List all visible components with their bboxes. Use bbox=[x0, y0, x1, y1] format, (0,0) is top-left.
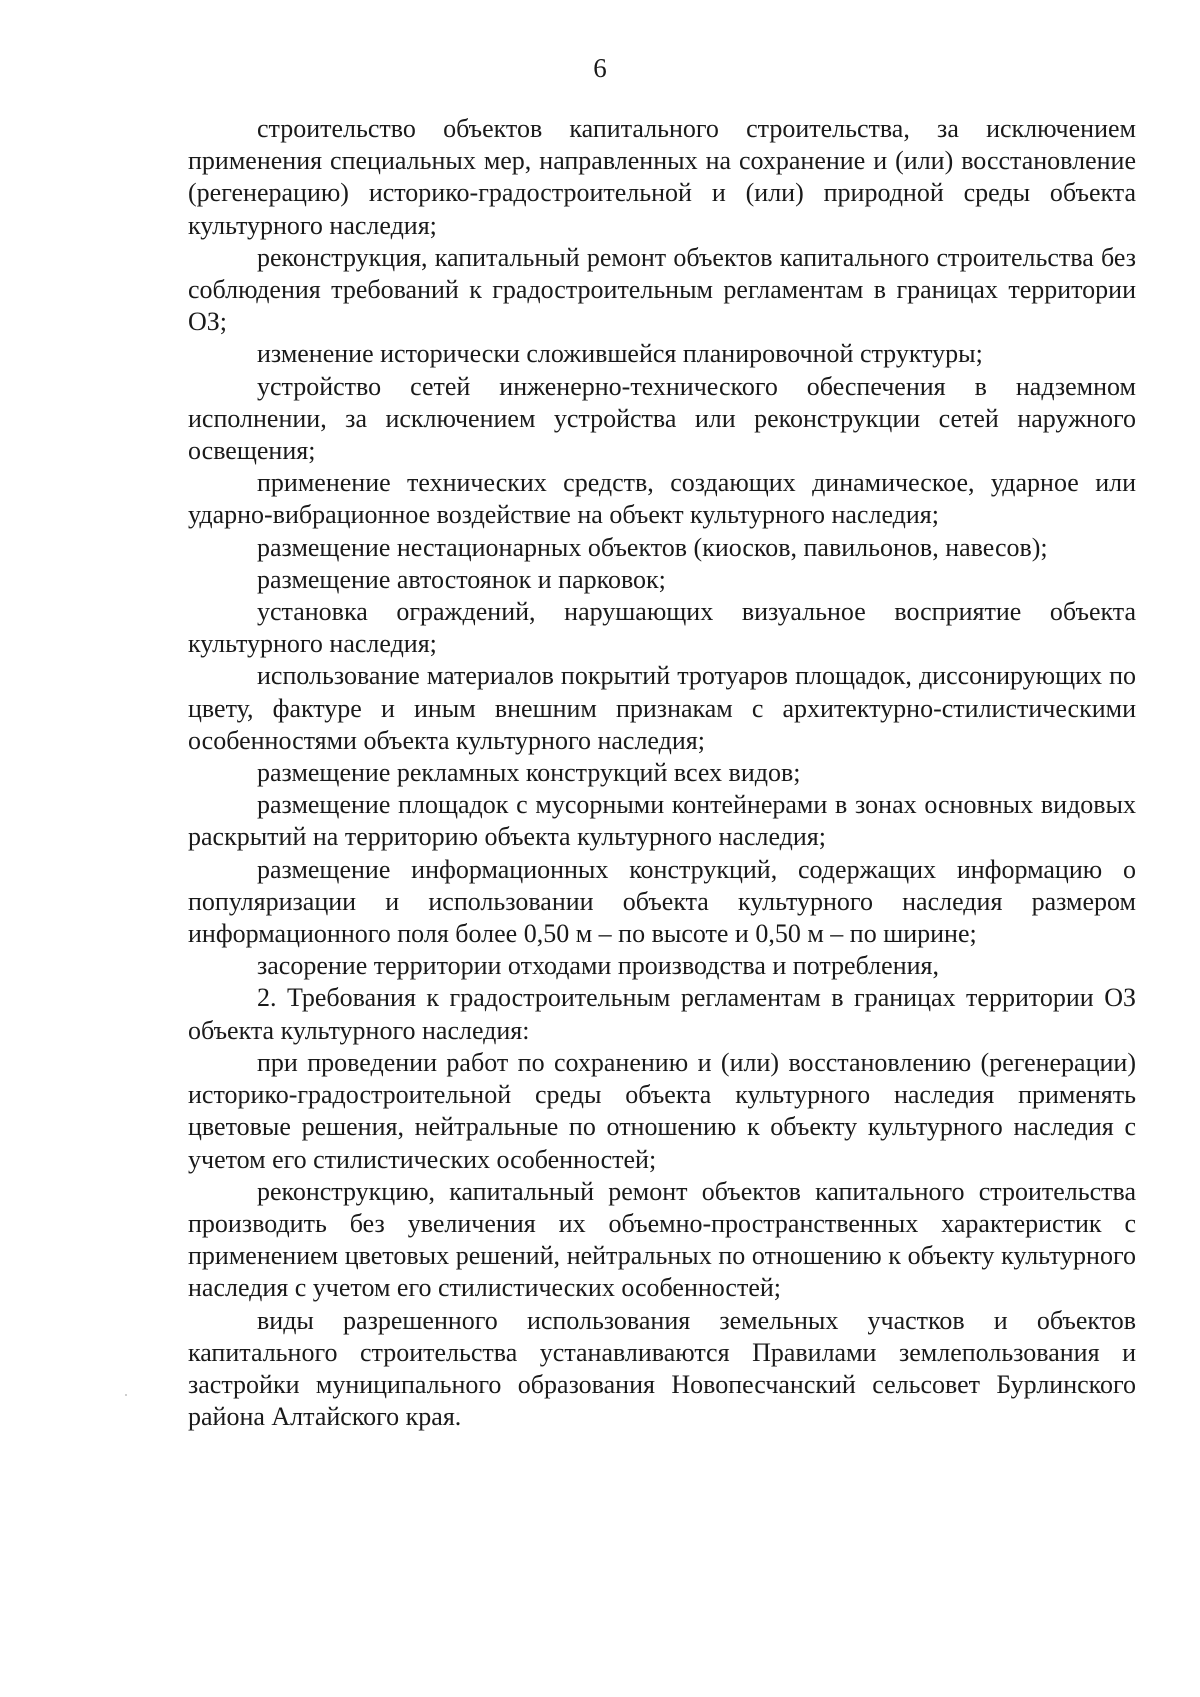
paragraph-pavement-materials: использование материалов покрытий тротуаров площадок, диссонирующих по цвету, фактуре и иным внешним признакам с архитектурно-стилистическими особенностями объекта культурного наследия; bbox=[188, 661, 1136, 755]
paragraph-engineering-networks: устройство сетей инженерно-технического обеспечения в надземном исполнении, за исключением устройства или реконструкции сетей наружного освещения; bbox=[188, 371, 1136, 466]
paragraph-reconstruction-prohibition: реконструкция, капитальный ремонт объектов капитального строительства без соблюдения требований к градостроительным регламентам в границах территории ОЗ; bbox=[188, 242, 1136, 337]
paragraph-color-solutions: при проведении работ по сохранению и (или) восстановлению (регенерации) историко-градостроительной среды объекта культурного наследия применять цветовые решения, нейтральные по отношению к объекту культурного наследия с учетом его стилистических особенностей; bbox=[188, 1047, 1136, 1174]
paragraph-planning-structure: изменение исторически сложившейся планировочной структуры; bbox=[257, 339, 983, 369]
page-number: 6 bbox=[593, 53, 607, 83]
section-heading-requirements: 2. Требования к градостроительным регламентам в границах территории ОЗ объекта культурного наследия: bbox=[188, 983, 1136, 1045]
paragraph-construction-prohibition: строительство объектов капитального строительства, за исключением применения специальных мер, направленных на сохранение и (или) восстановление (регенерацию) историко-градостроительной и (или) природной среды объекта культурного наследия; bbox=[188, 114, 1136, 240]
paragraph-reconstruction-requirements: реконструкцию, капитальный ремонт объектов капитального строительства производить без увеличения их объемно-пространственных характеристик с применением цветовых решений, нейтральных по отношению к объекту культурного наследия с учетом его стилистических особенностей; bbox=[188, 1176, 1136, 1303]
paragraph-littering: засорение территории отходами производства и потребления, bbox=[257, 951, 939, 981]
paragraph-waste-containers: размещение площадок с мусорными контейнерами в зонах основных видовых раскрытий на территорию объекта культурного наследия; bbox=[188, 790, 1136, 852]
paragraph-parking: размещение автостоянок и парковок; bbox=[257, 564, 666, 594]
scan-artifact bbox=[125, 1394, 127, 1396]
paragraph-non-stationary-objects: размещение нестационарных объектов (киосков, павильонов, навесов); bbox=[257, 532, 1048, 562]
document-body bbox=[188, 113, 1136, 1433]
paragraph-technical-means: применение технических средств, создающих динамическое, ударное или ударно-вибрационное воздействие на объект культурного наследия; bbox=[188, 468, 1136, 530]
paragraph-advertising: размещение рекламных конструкций всех видов; bbox=[257, 758, 801, 788]
paragraph-information-structures: размещение информационных конструкций, содержащих информацию о популяризации и использовании объекта культурного наследия размером информационного поля более 0,50 м – по высоте и 0,50 м – по ширине; bbox=[188, 854, 1136, 949]
paragraph-permitted-use: виды разрешенного использования земельных участков и объектов капитального строительства устанавливаются Правилами землепользования и застройки муниципального образования Новопесчанский сельсовет Бурлинского района Алтайского края. bbox=[188, 1305, 1136, 1432]
paragraph-fences: установка ограждений, нарушающих визуальное восприятие объекта культурного наследия; bbox=[188, 597, 1136, 659]
